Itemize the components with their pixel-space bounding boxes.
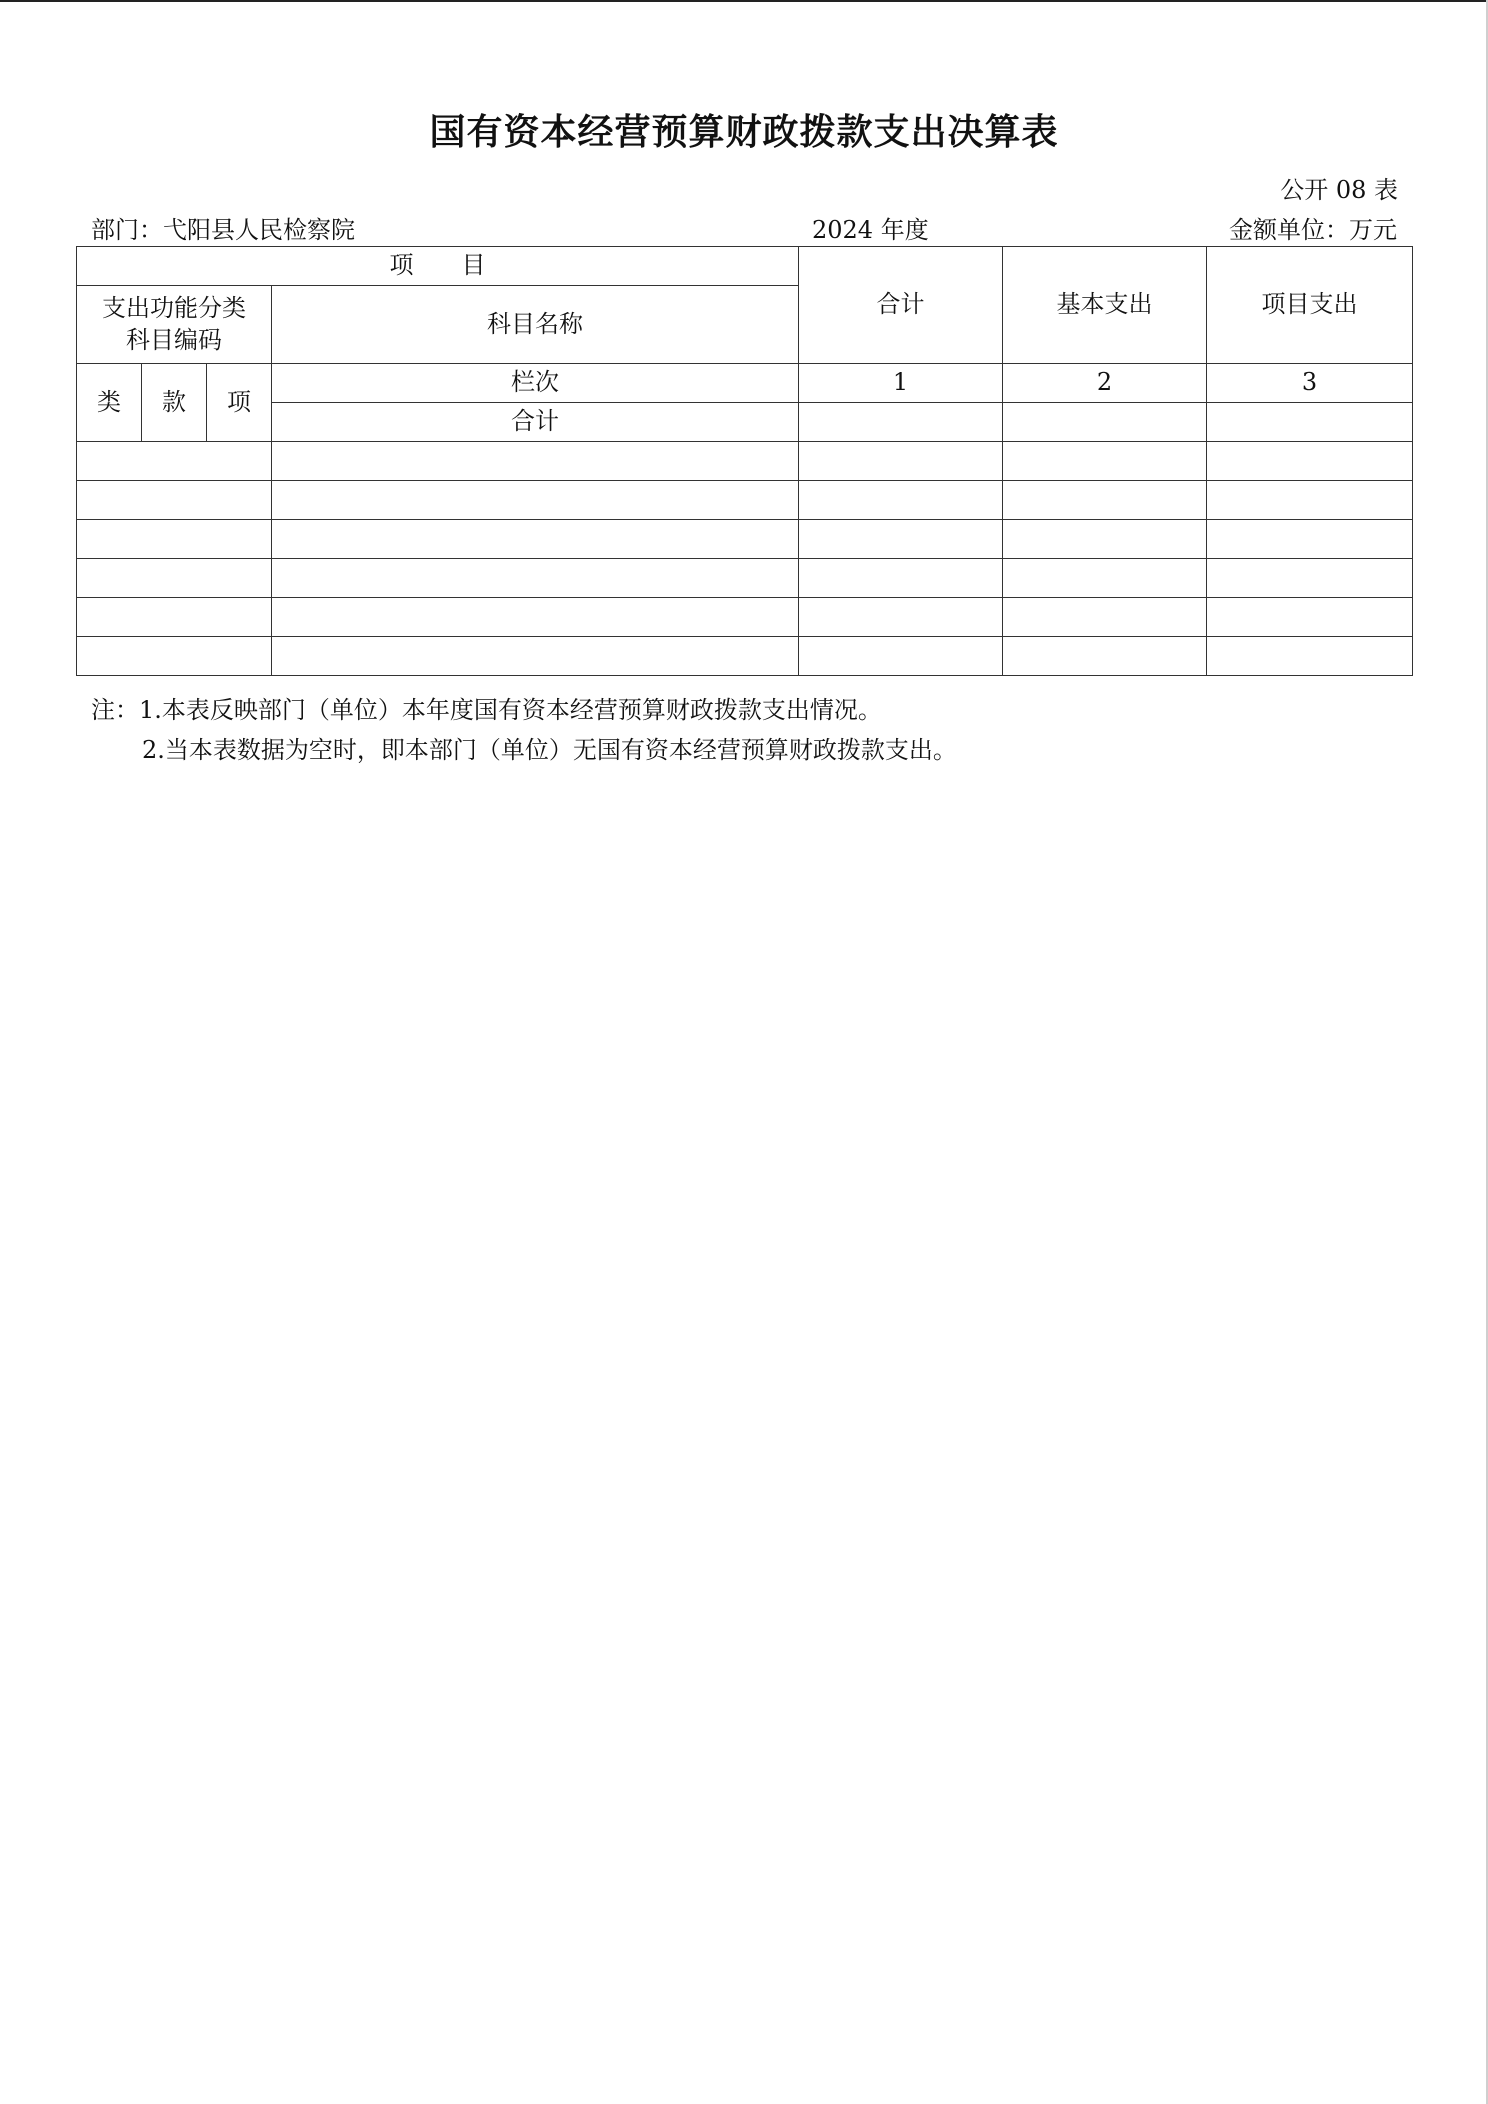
row-total [799, 637, 1003, 676]
row-basic [1003, 481, 1207, 520]
row-total [799, 442, 1003, 481]
row-project [1207, 559, 1413, 598]
row-total [799, 598, 1003, 637]
table-row [77, 559, 1413, 598]
total-row [77, 403, 1413, 442]
row-basic [1003, 442, 1207, 481]
row-code [77, 442, 272, 481]
note-line-1: 注：1.本表反映部门（单位）本年度国有资本经营预算财政拨款支出情况。 [91, 696, 882, 724]
row-code [77, 598, 272, 637]
amount-unit: 金额单位：万元 [1229, 216, 1397, 244]
header-row-project [77, 247, 1413, 286]
header-total: 合计 [799, 247, 1003, 364]
form-code: 公开 08 表 [1280, 176, 1398, 204]
row-basic [1003, 559, 1207, 598]
table-row [77, 442, 1413, 481]
row-name [272, 637, 799, 676]
header-project: 项 目 [77, 247, 799, 286]
row-code [77, 559, 272, 598]
header-xiang: 项 [207, 364, 272, 442]
document-title: 国有资本经营预算财政拨款支出决算表 [429, 111, 1059, 153]
row-name [272, 520, 799, 559]
row-name [272, 481, 799, 520]
row-total [799, 481, 1003, 520]
total-row-label: 合计 [272, 403, 799, 442]
document-meta [91, 210, 1397, 244]
row-basic [1003, 637, 1207, 676]
row-project [1207, 520, 1413, 559]
column-number-row [77, 364, 1413, 403]
row-name [272, 559, 799, 598]
row-project [1207, 598, 1413, 637]
header-kuan: 款 [142, 364, 207, 442]
header-lei: 类 [77, 364, 142, 442]
table-row [77, 598, 1413, 637]
column-number-2: 2 [1003, 364, 1207, 403]
fiscal-year: 2024 年度 [812, 216, 929, 244]
table-row [77, 481, 1413, 520]
department-label: 部门：弋阳县人民检察院 [91, 216, 355, 244]
row-basic [1003, 520, 1207, 559]
header-category-code-line1: 支出功能分类 [102, 294, 246, 323]
header-basic-expense: 基本支出 [1003, 247, 1207, 364]
header-project-expense: 项目支出 [1207, 247, 1413, 364]
column-number-label: 栏次 [272, 364, 799, 403]
row-project [1207, 637, 1413, 676]
row-total [799, 559, 1003, 598]
total-row-basic [1003, 403, 1207, 442]
row-code [77, 481, 272, 520]
page-top-border [0, 0, 1488, 2]
table-row [77, 637, 1413, 676]
column-number-1: 1 [799, 364, 1003, 403]
table-notes [91, 690, 957, 770]
table-row [77, 520, 1413, 559]
row-code [77, 637, 272, 676]
expenditure-table [76, 246, 1413, 676]
header-category-code [77, 286, 272, 364]
row-basic [1003, 598, 1207, 637]
row-total [799, 520, 1003, 559]
column-number-3: 3 [1207, 364, 1413, 403]
row-code [77, 520, 272, 559]
total-row-project [1207, 403, 1413, 442]
row-name [272, 442, 799, 481]
row-name [272, 598, 799, 637]
total-row-total [799, 403, 1003, 442]
note-line-2: 2.当本表数据为空时，即本部门（单位）无国有资本经营预算财政拨款支出。 [142, 736, 957, 764]
row-project [1207, 481, 1413, 520]
header-category-code-line2: 科目编码 [126, 325, 222, 354]
row-project [1207, 442, 1413, 481]
header-subject-name: 科目名称 [272, 286, 799, 364]
